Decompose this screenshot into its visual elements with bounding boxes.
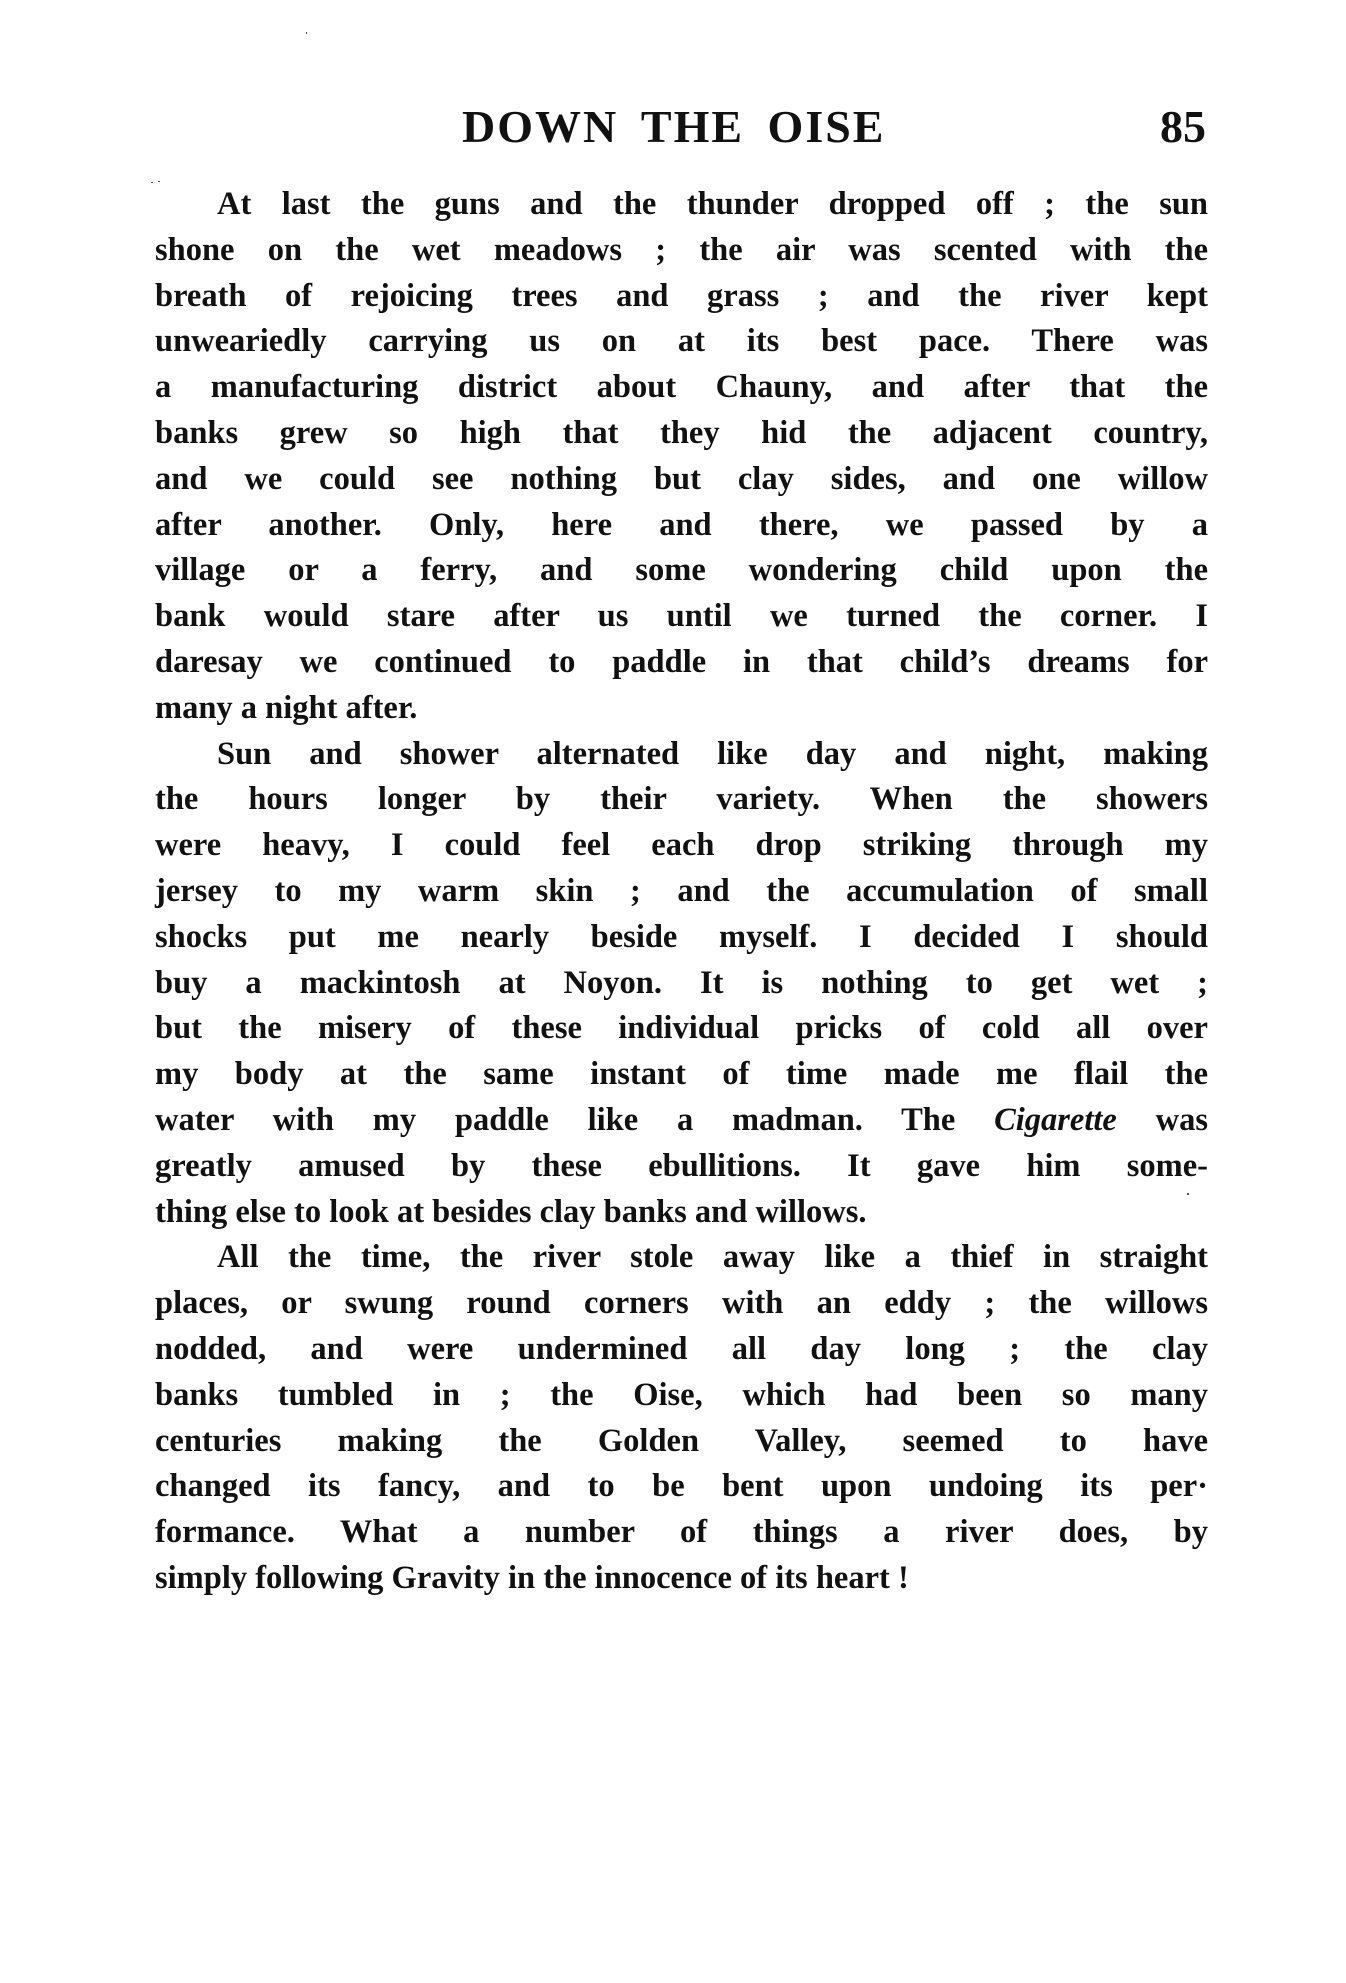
text-line: a manufacturing district about Chauny, and after that the bbox=[155, 369, 1208, 406]
text-line: shone on the wet meadows ; the air was scented with the bbox=[155, 231, 1208, 268]
text-line: banks tumbled in ; the Oise, which had been so many bbox=[155, 1376, 1208, 1413]
text-line: daresay we continued to paddle in that child’s dreams for bbox=[155, 643, 1208, 680]
running-title: DOWN THE OISE bbox=[462, 101, 886, 152]
text-line: buy a mackintosh at Noyon. It is nothing to get wet ; bbox=[155, 964, 1208, 1001]
text-line: were heavy, I could feel each drop striking through my bbox=[155, 827, 1208, 864]
paragraph bbox=[155, 182, 1208, 732]
text-line: Sun and shower alternated like day and night, making bbox=[217, 735, 1208, 772]
italic-boat-name: Cigarette bbox=[994, 1101, 1117, 1138]
text-line: At last the guns and the thunder dropped off ; the sun bbox=[217, 186, 1208, 222]
text-line: shocks put me nearly beside myself. I decided I should bbox=[155, 918, 1208, 955]
text-line: breath of rejoicing trees and grass ; and the river kept bbox=[155, 277, 1208, 314]
text-run: was bbox=[1116, 1101, 1208, 1138]
text-line: unweariedly carrying us on at its best pace. There was bbox=[155, 323, 1208, 360]
page-number: 85 bbox=[1160, 101, 1206, 152]
text-line: formance. What a number of things a river does, by bbox=[155, 1514, 1208, 1551]
text-line: places, or swung round corners with an eddy ; the willows bbox=[155, 1285, 1208, 1322]
text-line: my body at the same instant of time made me flail the bbox=[155, 1056, 1208, 1093]
print-speck bbox=[306, 32, 307, 34]
text-line: nodded, and were undermined all day long ; the clay bbox=[155, 1330, 1208, 1367]
print-speck bbox=[151, 182, 153, 183]
text-line: village or a ferry, and some wondering child upon the bbox=[155, 552, 1208, 589]
text-line: but the misery of these individual pricks of cold all over bbox=[155, 1010, 1208, 1047]
body-text bbox=[155, 182, 1208, 1602]
text-line: and we could see nothing but clay sides, and one willow bbox=[155, 460, 1208, 497]
text-line: banks grew so high that they hid the adjacent country, bbox=[155, 414, 1208, 451]
paragraph bbox=[155, 1235, 1208, 1601]
text-line: bank would stare after us until we turned the corner. I bbox=[155, 598, 1208, 635]
text-line: All the time, the river stole away like a thief in straight bbox=[217, 1239, 1208, 1276]
text-line bbox=[155, 1098, 1208, 1144]
text-line: jersey to my warm skin ; and the accumulation of small bbox=[155, 872, 1208, 909]
text-line: the hours longer by their variety. When the showers bbox=[155, 781, 1208, 818]
text-line: changed its fancy, and to be bent upon undoing its per· bbox=[155, 1468, 1208, 1505]
text-run: water with my paddle like a madman. The bbox=[155, 1101, 995, 1138]
paragraph bbox=[155, 732, 1208, 1236]
text-line: many a night after. bbox=[155, 689, 418, 726]
text-line: simply following Gravity in the innocence of its heart ! bbox=[155, 1559, 909, 1596]
text-line: thing else to look at besides clay banks and willows. bbox=[155, 1193, 867, 1230]
text-line: greatly amused by these ebullitions. It gave him some- bbox=[155, 1147, 1208, 1184]
text-line: after another. Only, here and there, we passed by a bbox=[155, 506, 1208, 543]
text-line: centuries making the Golden Valley, seemed to have bbox=[155, 1422, 1208, 1459]
